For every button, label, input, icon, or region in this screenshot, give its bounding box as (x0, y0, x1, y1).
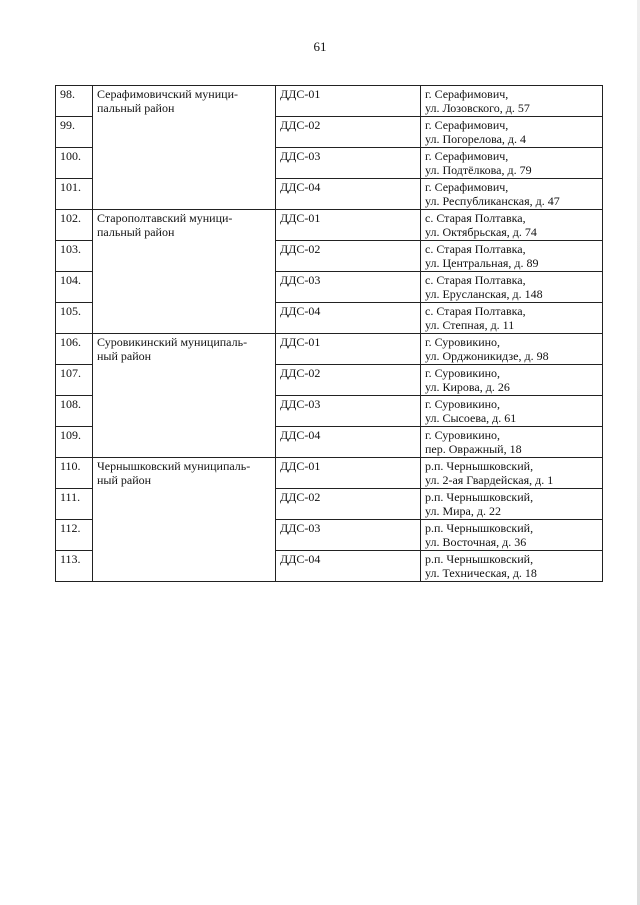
table-row (56, 458, 603, 489)
row-number: 112. (56, 520, 93, 551)
dds-code: ДДС-04 (276, 427, 421, 458)
row-number: 99. (56, 117, 93, 148)
dds-code: ДДС-03 (276, 520, 421, 551)
row-number: 105. (56, 303, 93, 334)
dds-code: ДДС-04 (276, 551, 421, 582)
address: с. Старая Полтавка, ул. Степная, д. 11 (421, 303, 603, 334)
address: г. Суровикино, ул. Кирова, д. 26 (421, 365, 603, 396)
address: г. Серафимович, ул. Лозовского, д. 57 (421, 86, 603, 117)
dds-code: ДДС-01 (276, 210, 421, 241)
row-number: 108. (56, 396, 93, 427)
row-number: 104. (56, 272, 93, 303)
table-row (56, 334, 603, 365)
address: с. Старая Полтавка, ул. Ерусланская, д. 148 (421, 272, 603, 303)
dds-code: ДДС-03 (276, 272, 421, 303)
dds-address-table (55, 85, 603, 582)
address: г. Суровикино, пер. Овражный, 18 (421, 427, 603, 458)
address: с. Старая Полтавка, ул. Центральная, д. 89 (421, 241, 603, 272)
dds-code: ДДС-03 (276, 396, 421, 427)
address: р.п. Чернышковский, ул. Восточная, д. 36 (421, 520, 603, 551)
address: г. Серафимович, ул. Республиканская, д. 47 (421, 179, 603, 210)
row-number: 103. (56, 241, 93, 272)
address: р.п. Чернышковский, ул. Техническая, д. 18 (421, 551, 603, 582)
row-number: 106. (56, 334, 93, 365)
address: с. Старая Полтавка, ул. Октябрьская, д. 74 (421, 210, 603, 241)
dds-code: ДДС-02 (276, 365, 421, 396)
dds-code: ДДС-04 (276, 179, 421, 210)
row-number: 98. (56, 86, 93, 117)
dds-code: ДДС-04 (276, 303, 421, 334)
dds-code: ДДС-02 (276, 241, 421, 272)
dds-code: ДДС-01 (276, 334, 421, 365)
address: р.п. Чернышковский, ул. 2-ая Гвардейская, д. 1 (421, 458, 603, 489)
table-body (56, 86, 603, 582)
address: р.п. Чернышковский, ул. Мира, д. 22 (421, 489, 603, 520)
row-number: 107. (56, 365, 93, 396)
district-name: Старополтавский муници- пальный район (93, 210, 276, 334)
row-number: 109. (56, 427, 93, 458)
dds-code: ДДС-01 (276, 86, 421, 117)
row-number: 113. (56, 551, 93, 582)
dds-code: ДДС-02 (276, 489, 421, 520)
dds-code: ДДС-01 (276, 458, 421, 489)
address: г. Серафимович, ул. Погорелова, д. 4 (421, 117, 603, 148)
address: г. Суровикино, ул. Орджоникидзе, д. 98 (421, 334, 603, 365)
address: г. Серафимович, ул. Подтёлкова, д. 79 (421, 148, 603, 179)
row-number: 101. (56, 179, 93, 210)
address: г. Суровикино, ул. Сысоева, д. 61 (421, 396, 603, 427)
page-number: 61 (313, 39, 327, 54)
district-name: Серафимовичский муници- пальный район (93, 86, 276, 210)
row-number: 110. (56, 458, 93, 489)
row-number: 111. (56, 489, 93, 520)
row-number: 102. (56, 210, 93, 241)
table-row (56, 86, 603, 117)
district-name: Суровикинский муниципаль- ный район (93, 334, 276, 458)
district-name: Чернышковский муниципаль- ный район (93, 458, 276, 582)
dds-code: ДДС-02 (276, 117, 421, 148)
row-number: 100. (56, 148, 93, 179)
dds-code: ДДС-03 (276, 148, 421, 179)
table-row (56, 210, 603, 241)
